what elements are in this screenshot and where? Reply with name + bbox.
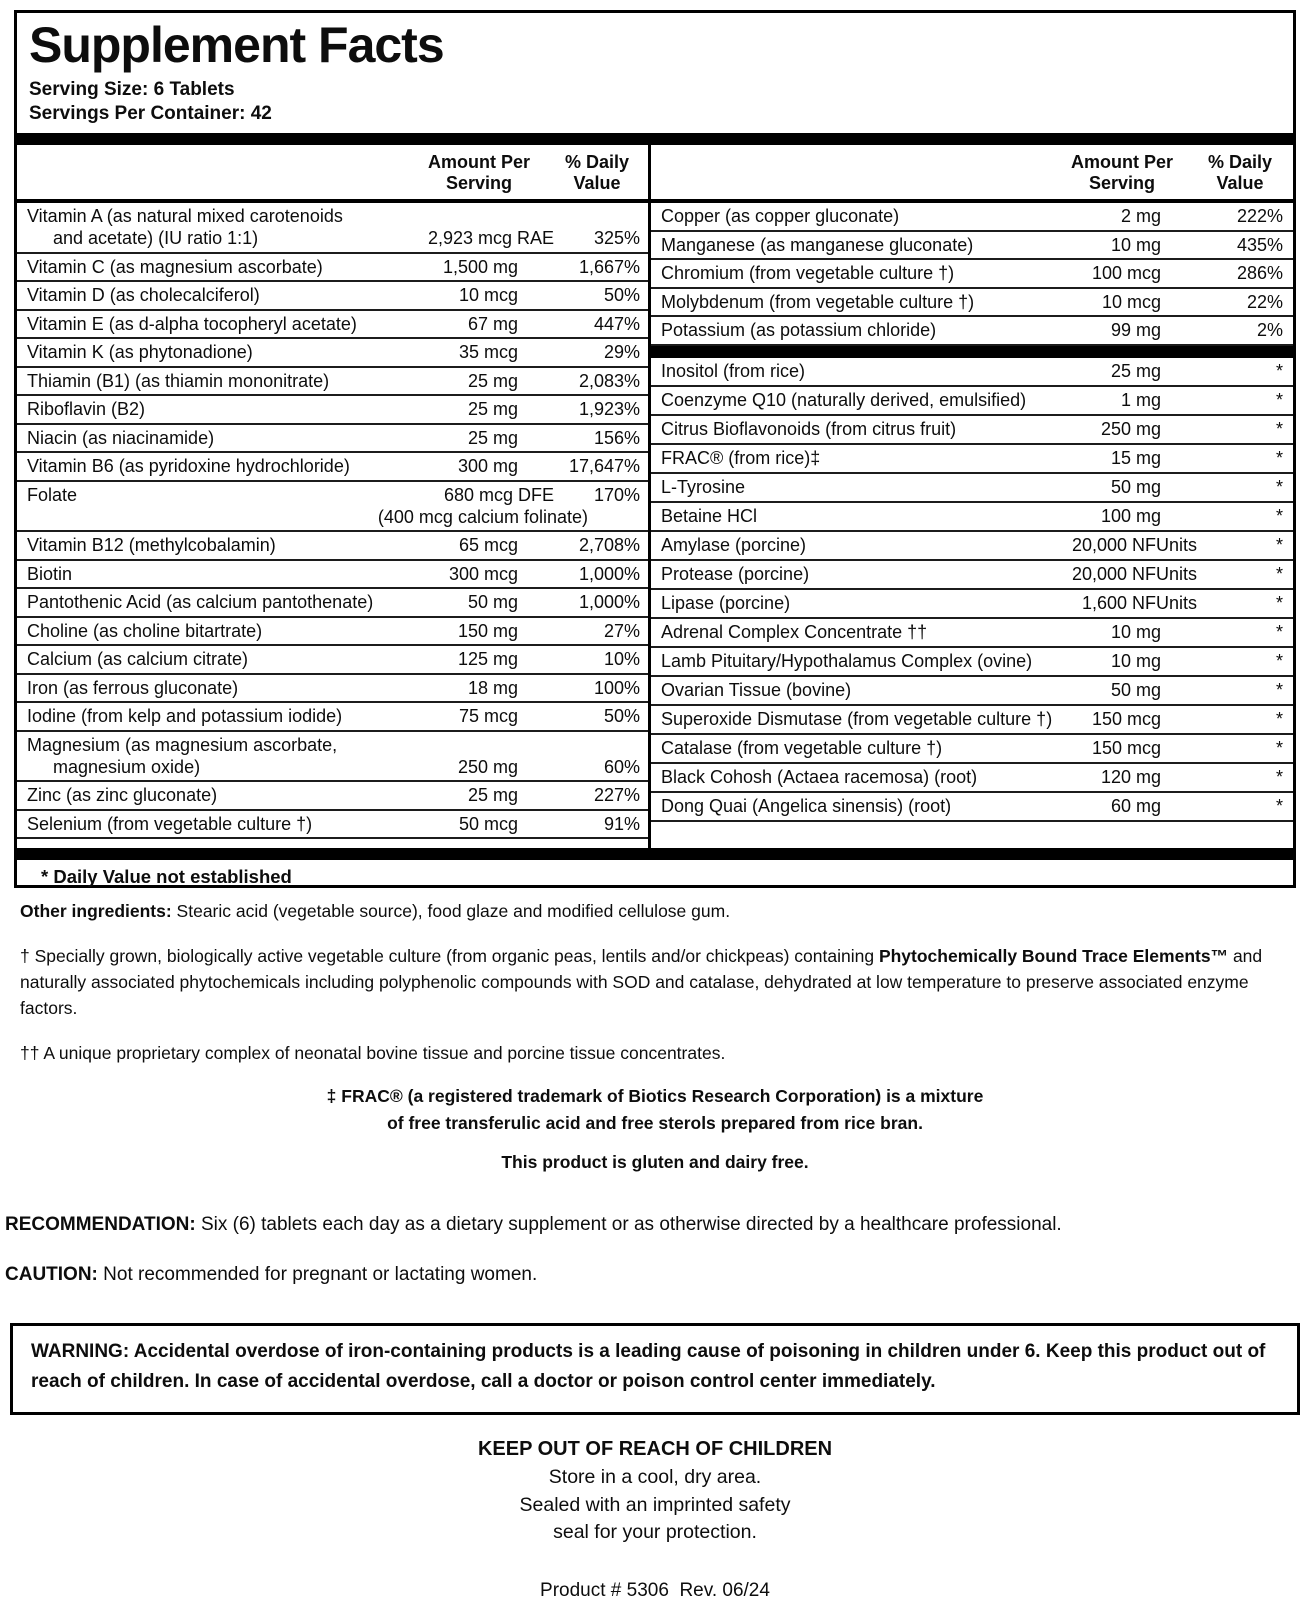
ingredient-name: Protease (porcine)	[661, 564, 810, 584]
ingredient-daily-value: 17,647%	[568, 456, 640, 476]
ingredient-daily-value: *	[1275, 651, 1283, 671]
ingredient-amount: 680 mcg DFE	[443, 484, 554, 505]
ingredient-amount: 10 mg	[1110, 234, 1161, 255]
ingredient-amount: 300 mg	[457, 456, 518, 476]
double-dagger-footnote: †† A unique proprietary complex of neonatal bovine tissue and porcine tissue concentrates.	[20, 1043, 726, 1063]
ingredient-daily-value: 10%	[603, 649, 640, 669]
ingredient-name: Inositol (from rice)	[661, 361, 806, 381]
ingredient-amount: 50 mg	[1110, 477, 1161, 497]
ingredient-daily-value: 325%	[593, 228, 640, 248]
table-row	[17, 282, 648, 311]
ingredient-subline: (400 mcg calcium folinate)	[377, 506, 588, 527]
ingredient-name: Citrus Bioflavonoids (from citrus fruit)	[661, 419, 957, 439]
ingredient-name: Black Cohosh (Actaea racemosa) (root)	[661, 767, 978, 787]
table-row	[651, 203, 1293, 232]
ingredient-daily-value: 60%	[603, 756, 640, 777]
table-row	[17, 646, 648, 675]
ingredient-amount: 10 mcg	[458, 285, 518, 305]
ingredient-amount: 2,923 mcg RAE	[427, 228, 554, 248]
ingredient-daily-value: 29%	[603, 342, 640, 362]
table-row	[17, 589, 648, 618]
ingredient-amount: 50 mg	[1110, 680, 1161, 700]
right-mineral-rows	[651, 203, 1293, 346]
ingredient-name: Chromium (from vegetable culture †)	[661, 263, 955, 283]
ingredient-name: Catalase (from vegetable culture †)	[661, 738, 943, 758]
table-row	[17, 396, 648, 425]
ingredient-name: Vitamin A (as natural mixed carotenoids and acetate) (IU ratio 1:1)	[27, 206, 343, 248]
ingredient-name: Vitamin B12 (methylcobalamin)	[27, 535, 276, 555]
ingredient-daily-value: *	[1275, 593, 1283, 613]
daily-value-note: * Daily Value not established	[41, 866, 292, 887]
right-other-rows	[651, 358, 1293, 822]
table-row	[651, 260, 1293, 289]
ingredient-amount: 50 mg	[467, 592, 518, 612]
ingredient-daily-value: 50%	[603, 706, 640, 726]
ingredient-amount: 50 mcg	[458, 813, 518, 834]
section-thick-bar	[651, 346, 1293, 358]
table-row	[651, 503, 1293, 532]
table-row	[651, 619, 1293, 648]
ingredient-daily-value: *	[1275, 622, 1283, 642]
table-row	[651, 358, 1293, 387]
ingredient-name: FRAC® (from rice)‡	[661, 448, 821, 468]
serving-size: Serving Size: 6 Tablets	[29, 79, 235, 100]
ingredient-daily-value: *	[1275, 506, 1283, 526]
ingredient-daily-value: 2%	[1256, 320, 1283, 340]
ingredient-amount: 1,600 NFUnits	[1081, 593, 1197, 613]
ingredient-daily-value: 27%	[603, 620, 640, 641]
ingredient-amount: 10 mg	[1110, 651, 1161, 671]
ingredient-amount: 25 mg	[467, 785, 518, 805]
ingredient-daily-value: 227%	[593, 785, 640, 805]
ingredient-name: Niacin (as niacinamide)	[27, 427, 215, 448]
table-row	[17, 203, 648, 254]
footer-thick-bar	[17, 848, 1293, 860]
right-column-header	[651, 145, 1293, 203]
frac-footnote: ‡ FRAC® (a registered trademark of Biotics Research Corporation) is a mixture of free transferulic acid and free sterols prepared from rice bran.	[326, 1086, 984, 1133]
ingredient-amount: 150 mg	[457, 620, 518, 641]
ingredient-amount: 150 mcg	[1091, 709, 1161, 729]
daily-value-header: % Daily Value	[1207, 152, 1273, 193]
ingredient-daily-value: *	[1275, 709, 1283, 729]
ingredient-amount: 35 mcg	[458, 342, 518, 362]
ingredient-amount: 2 mg	[1120, 206, 1161, 226]
ingredient-amount: 300 mcg	[448, 563, 518, 584]
amount-per-serving-header: Amount Per Serving	[1070, 152, 1173, 193]
supplement-facts-box	[14, 10, 1296, 888]
gluten-dairy-note: This product is gluten and dairy free.	[501, 1152, 809, 1172]
ingredient-name: Zinc (as zinc gluconate)	[27, 785, 218, 805]
ingredient-amount: 25 mg	[1110, 361, 1161, 381]
ingredient-daily-value: *	[1275, 361, 1283, 381]
table-row	[651, 416, 1293, 445]
table-row	[651, 706, 1293, 735]
ingredient-daily-value: *	[1275, 564, 1283, 584]
ingredient-name: Pantothenic Acid (as calcium pantothenate)	[27, 592, 374, 612]
ingredient-name: Biotin	[27, 563, 73, 584]
ingredient-amount: 25 mg	[467, 399, 518, 419]
ingredient-name: Ovarian Tissue (bovine)	[661, 680, 852, 700]
amount-per-serving-header: Amount Per Serving	[427, 152, 530, 193]
table-row	[651, 445, 1293, 474]
ingredient-name: Betaine HCl	[661, 506, 758, 526]
warning-box: WARNING: Accidental overdose of iron-containing products is a leading cause of poisoning in children under 6. Keep this product out of reach of children. In case of accidental overdose, call a doctor or poison control center immediately.	[10, 1323, 1300, 1415]
ingredient-daily-value: 170%	[593, 484, 640, 505]
ingredient-name: Riboflavin (B2)	[27, 399, 146, 419]
table-row	[651, 793, 1293, 822]
facts-title: Supplement Facts	[29, 17, 444, 73]
ingredient-daily-value: *	[1275, 796, 1283, 816]
ingredient-daily-value: 1,923%	[578, 399, 640, 419]
table-row	[651, 317, 1293, 346]
left-rows	[17, 203, 648, 839]
ingredient-daily-value: 447%	[593, 313, 640, 334]
table-row	[17, 732, 648, 783]
table-row	[651, 387, 1293, 416]
ingredient-name: Folate	[27, 484, 78, 505]
table-row	[17, 618, 648, 647]
table-row	[17, 532, 648, 561]
ingredient-name: Selenium (from vegetable culture †)	[27, 813, 313, 834]
ingredient-name: Superoxide Dismutase (from vegetable culture †)	[661, 709, 1053, 729]
keep-out-of-reach: KEEP OUT OF REACH OF CHILDREN	[477, 1438, 833, 1460]
ingredient-amount: 60 mg	[1110, 796, 1161, 816]
ingredient-amount: 18 mg	[467, 677, 518, 698]
facts-columns	[17, 145, 1293, 848]
product-code: Product # 5306 Rev. 06/24	[540, 1579, 770, 1601]
ingredient-daily-value: *	[1275, 535, 1283, 555]
ingredient-daily-value: 156%	[593, 427, 640, 448]
ingredient-daily-value: *	[1275, 390, 1283, 410]
ingredient-daily-value: 222%	[1236, 206, 1283, 226]
table-row	[17, 675, 648, 704]
ingredient-name: Vitamin C (as magnesium ascorbate)	[27, 256, 323, 277]
left-column-header	[17, 145, 648, 203]
ingredient-daily-value: *	[1275, 767, 1283, 787]
table-row	[17, 811, 648, 840]
ingredient-amount: 100 mcg	[1091, 263, 1161, 283]
caution: CAUTION: Not recommended for pregnant or lactating women.	[5, 1264, 538, 1285]
ingredient-amount: 25 mg	[467, 370, 518, 391]
servings-per-container: Servings Per Container: 42	[29, 103, 272, 124]
table-row	[17, 482, 648, 533]
ingredient-amount: 10 mg	[1110, 622, 1161, 642]
ingredient-name: Lipase (porcine)	[661, 593, 791, 613]
ingredient-daily-value: 50%	[603, 285, 640, 305]
ingredient-name: Copper (as copper gluconate)	[661, 206, 900, 226]
table-row	[17, 453, 648, 482]
header-thick-bar	[17, 133, 1293, 145]
table-row	[651, 561, 1293, 590]
ingredient-amount: 75 mcg	[458, 706, 518, 726]
table-row	[651, 532, 1293, 561]
supplement-label-page	[0, 10, 1310, 1601]
ingredient-amount: 20,000 NFUnits	[1071, 535, 1197, 555]
ingredient-name: Iron (as ferrous gluconate)	[27, 677, 239, 698]
table-row	[17, 254, 648, 283]
ingredient-daily-value: 1,000%	[578, 563, 640, 584]
table-row	[651, 232, 1293, 261]
ingredient-daily-value: 435%	[1236, 234, 1283, 255]
table-row	[17, 339, 648, 368]
table-row	[17, 311, 648, 340]
table-row	[651, 764, 1293, 793]
ingredient-name: Amylase (porcine)	[661, 535, 807, 555]
ingredient-daily-value: 1,000%	[578, 592, 640, 612]
ingredient-amount: 1,500 mg	[442, 256, 518, 277]
ingredient-daily-value: 2,708%	[578, 535, 640, 555]
ingredient-name: Magnesium (as magnesium ascorbate, magnesium oxide)	[27, 734, 338, 777]
table-row	[17, 425, 648, 454]
table-row	[17, 782, 648, 811]
ingredient-name: Molybdenum (from vegetable culture †)	[661, 291, 975, 312]
table-row	[651, 590, 1293, 619]
table-row	[17, 368, 648, 397]
ingredient-amount: 120 mg	[1100, 767, 1161, 787]
ingredient-daily-value: 286%	[1236, 263, 1283, 283]
ingredient-amount: 15 mg	[1110, 448, 1161, 468]
other-ingredients: Other ingredients: Stearic acid (vegetable source), food glaze and modified cellulose gum.	[20, 901, 731, 921]
storage-instructions: Store in a cool, dry area. Sealed with an imprinted safety seal for your protection.	[519, 1466, 791, 1543]
ingredient-name: L-Tyrosine	[661, 477, 746, 497]
ingredient-daily-value: 2,083%	[578, 370, 640, 391]
table-row	[17, 561, 648, 590]
ingredient-name: Choline (as choline bitartrate)	[27, 620, 263, 641]
ingredient-amount: 67 mg	[467, 313, 518, 334]
table-row	[651, 735, 1293, 764]
ingredient-name: Vitamin K (as phytonadione)	[27, 342, 253, 362]
ingredient-daily-value: *	[1275, 680, 1283, 700]
table-row	[651, 648, 1293, 677]
ingredient-name: Vitamin D (as cholecalciferol)	[27, 285, 260, 305]
ingredient-name: Adrenal Complex Concentrate ††	[661, 622, 928, 642]
table-row	[17, 703, 648, 732]
ingredient-name: Lamb Pituitary/Hypothalamus Complex (ovine)	[661, 651, 1033, 671]
recommendation: RECOMMENDATION: Six (6) tablets each day as a dietary supplement or as otherwise directed by a healthcare professional.	[5, 1214, 1062, 1235]
ingredient-amount: 250 mg	[1100, 419, 1161, 439]
ingredient-amount: 10 mcg	[1101, 291, 1161, 312]
ingredient-name: Vitamin B6 (as pyridoxine hydrochloride)	[27, 456, 350, 476]
ingredient-daily-value: *	[1275, 738, 1283, 758]
table-row	[651, 289, 1293, 318]
ingredient-daily-value: 100%	[593, 677, 640, 698]
ingredient-name: Potassium (as potassium chloride)	[661, 320, 937, 340]
ingredient-amount: 150 mcg	[1091, 738, 1161, 758]
ingredient-amount: 100 mg	[1100, 506, 1161, 526]
ingredient-amount: 99 mg	[1110, 320, 1161, 340]
ingredient-amount: 250 mg	[457, 756, 518, 777]
ingredient-amount: 25 mg	[467, 427, 518, 448]
ingredient-name: Vitamin E (as d-alpha tocopheryl acetate)	[27, 313, 357, 334]
ingredient-amount: 1 mg	[1120, 390, 1161, 410]
ingredient-name: Calcium (as calcium citrate)	[27, 649, 249, 669]
ingredient-amount: 125 mg	[457, 649, 518, 669]
ingredient-daily-value: *	[1275, 419, 1283, 439]
ingredient-amount: 65 mcg	[458, 535, 518, 555]
ingredient-name: Manganese (as manganese gluconate)	[661, 234, 974, 255]
ingredient-daily-value: *	[1275, 477, 1283, 497]
left-column	[17, 145, 648, 848]
ingredient-name: Thiamin (B1) (as thiamin mononitrate)	[27, 370, 330, 391]
ingredient-name: Dong Quai (Angelica sinensis) (root)	[661, 796, 952, 816]
dagger-footnote: † Specially grown, biologically active vegetable culture (from organic peas, lentils and/or chickpeas) containing Phytochemically Bound Trace Elements™ and naturally associated phytochemicals including polyphenolic compounds with SOD and catalase, dehydrated at low temperature to preserve associated enzyme factors.	[20, 946, 1263, 1018]
right-column	[651, 145, 1293, 848]
ingredient-daily-value: 91%	[603, 813, 640, 834]
daily-value-header: % Daily Value	[564, 152, 630, 193]
ingredient-daily-value: *	[1275, 448, 1283, 468]
facts-header	[17, 13, 1293, 133]
table-row	[651, 677, 1293, 706]
ingredient-daily-value: 22%	[1246, 291, 1283, 312]
ingredient-daily-value: 1,667%	[578, 256, 640, 277]
ingredient-name: Iodine (from kelp and potassium iodide)	[27, 706, 343, 726]
ingredient-amount: 20,000 NFUnits	[1071, 564, 1197, 584]
table-row	[651, 474, 1293, 503]
ingredient-name: Coenzyme Q10 (naturally derived, emulsified)	[661, 390, 1027, 410]
